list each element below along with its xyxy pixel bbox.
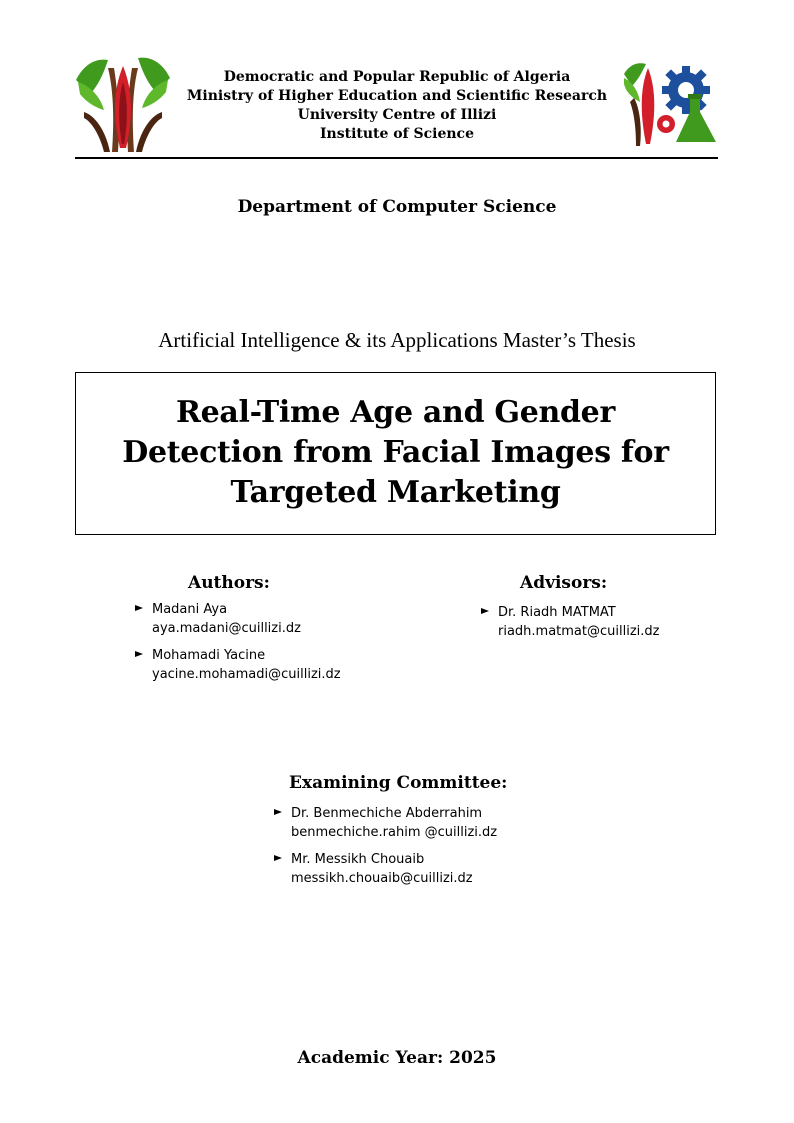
department-name: Department of Computer Science — [237, 197, 557, 217]
author-email: aya.madani@cuillizi.dz — [152, 621, 301, 636]
university-logo — [74, 52, 172, 154]
header-divider — [75, 157, 718, 159]
header-university: University Centre of Illizi — [297, 107, 497, 123]
institution-header — [180, 68, 614, 144]
thesis-title-box — [75, 372, 716, 535]
bullet-icon — [135, 651, 143, 657]
author-email: yacine.mohamadi@cuillizi.dz — [152, 667, 341, 682]
advisor-email: riadh.matmat@cuillizi.dz — [498, 624, 660, 639]
advisor-entry — [498, 603, 659, 641]
committee-name: Mr. Messikh Chouaib — [291, 852, 425, 867]
header-ministry: Ministry of Higher Education and Scientific Research — [186, 88, 608, 104]
thesis-type: Artificial Intelligence & its Applications Master’s Thesis — [158, 328, 636, 352]
thesis-title — [76, 393, 715, 513]
committee-heading: Examining Committee: — [289, 773, 508, 793]
title-line-1: Real-Time Age and Gender — [176, 395, 615, 430]
author-entry — [152, 646, 341, 684]
author-entry — [152, 600, 301, 638]
header-institute: Institute of Science — [320, 126, 474, 142]
author-name: Madani Aya — [152, 602, 228, 617]
advisors-heading: Advisors: — [520, 573, 608, 593]
title-line-3: Targeted Marketing — [230, 475, 561, 510]
header-country: Democratic and Popular Republic of Algeria — [223, 69, 571, 85]
committee-entry — [291, 850, 473, 888]
advisor-name: Dr. Riadh MATMAT — [498, 605, 616, 620]
committee-entry — [291, 804, 497, 842]
bullet-icon — [274, 809, 282, 815]
committee-name: Dr. Benmechiche Abderrahim — [291, 806, 483, 821]
committee-email: messikh.chouaib@cuillizi.dz — [291, 871, 473, 886]
bullet-icon — [481, 608, 489, 614]
institute-logo — [620, 58, 720, 148]
author-name: Mohamadi Yacine — [152, 648, 266, 663]
academic-year: Academic Year: 2025 — [297, 1048, 497, 1068]
bullet-icon — [135, 605, 143, 611]
bullet-icon — [274, 855, 282, 861]
authors-heading: Authors: — [188, 573, 270, 593]
title-line-2: Detection from Facial Images for — [122, 435, 669, 470]
committee-email: benmechiche.rahim @cuillizi.dz — [291, 825, 498, 840]
